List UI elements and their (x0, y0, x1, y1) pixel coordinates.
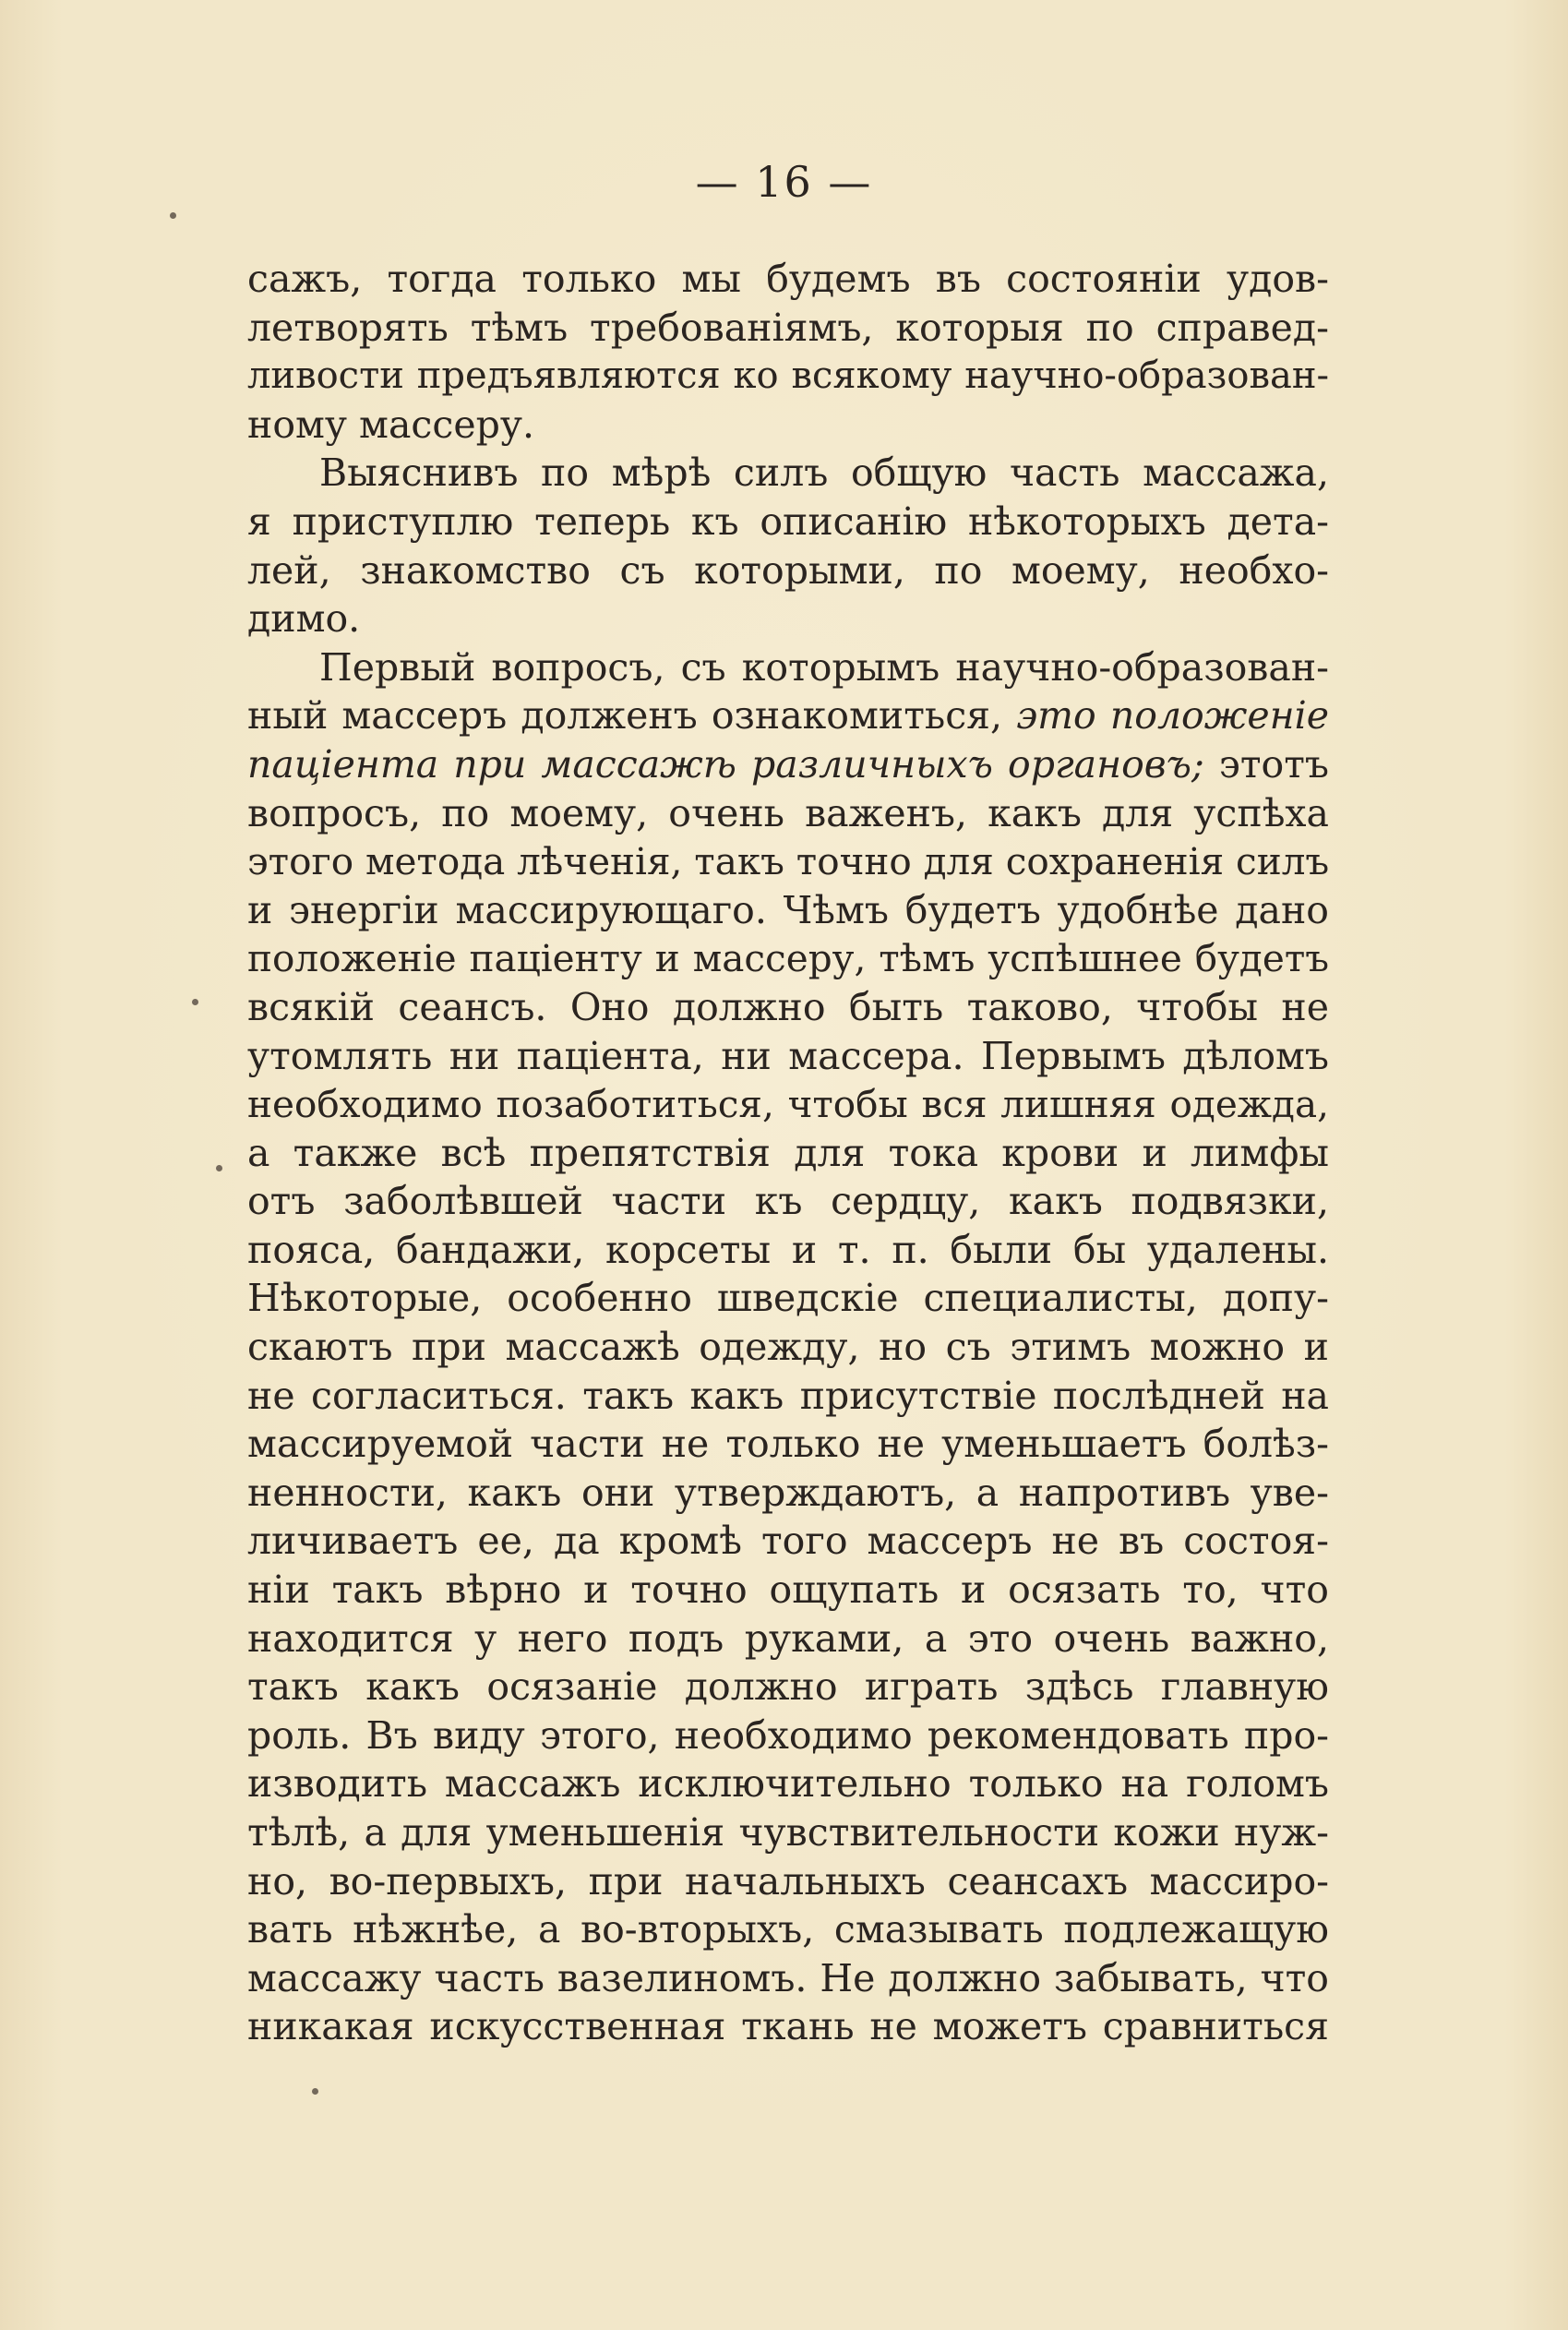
text-line (247, 595, 1329, 643)
text-segment: утомлять ни пацiента, ни массера. Первымъ дѣломъ (247, 1033, 1329, 1078)
text-segment: ный массеръ долженъ ознакомиться, (247, 693, 1017, 739)
text-line (247, 1905, 1329, 1954)
text-line (247, 1274, 1329, 1323)
text-line (247, 449, 1329, 498)
text-segment: Нѣкоторые, особенно шведскiе специалисты, допу- (247, 1276, 1329, 1321)
italic-segment: это положенiе (1016, 693, 1329, 739)
text-line (247, 837, 1329, 886)
text-segment: этотъ (1203, 741, 1329, 787)
text-segment: димо. (247, 596, 361, 642)
text-line (247, 643, 1329, 692)
text-line (247, 1420, 1329, 1469)
text-segment: скаютъ при массажѣ одежду, но съ этимъ можно и (247, 1325, 1329, 1370)
text-line (247, 1566, 1329, 1615)
text-line (247, 401, 1329, 450)
text-line (247, 691, 1329, 740)
text-line (247, 1808, 1329, 1857)
text-segment: роль. Въ виду этого, необходимо рекомендовать про- (247, 1712, 1329, 1758)
text-line (247, 2002, 1329, 2051)
text-line (247, 1615, 1329, 1663)
text-line (247, 886, 1329, 935)
text-segment: Выяснивъ по мѣрѣ силъ общую часть массажа, (319, 450, 1329, 496)
text-segment: необходимо позаботиться, чтобы вся лишняя одежда, (247, 1082, 1329, 1127)
text-segment: отъ заболѣвшей части къ сердцу, какъ подвязки, (247, 1179, 1329, 1224)
print-speck (216, 1165, 222, 1171)
text-segment: и энергiи массирующаго. Чѣмъ будетъ удобнѣе дано (247, 887, 1329, 932)
text-segment: вать нѣжнѣе, а во-вторыхъ, смазывать подлежащую (247, 1907, 1329, 1952)
text-line (247, 1323, 1329, 1372)
text-segment: а также всѣ препятствiя для тока крови и лимфы (247, 1130, 1329, 1175)
text-line (247, 1177, 1329, 1226)
text-line (247, 1032, 1329, 1081)
text-segment: тѣлѣ, а для уменьшенiя чувствительности кожи нуж- (247, 1810, 1329, 1855)
text-segment: этого метода лѣченiя, такъ точно для сохраненiя силъ (247, 839, 1329, 884)
text-line (247, 546, 1329, 595)
text-line (247, 1760, 1329, 1808)
text-segment: лей, знакомство съ которыми, по моему, необхо- (247, 547, 1329, 593)
text-line (247, 1469, 1329, 1518)
italic-segment: пацiента при массажѣ различныхъ органовъ; (247, 741, 1204, 787)
text-line (247, 934, 1329, 983)
text-segment: личиваетъ ее, да кромѣ того массеръ не въ состоя- (247, 1519, 1329, 1564)
text-line (247, 1954, 1329, 2003)
text-segment: всякiй сеансъ. Оно должно быть таково, чтобы не (247, 984, 1329, 1029)
text-segment: не согласиться. такъ какъ присутствiе послѣдней на (247, 1373, 1329, 1418)
text-line (247, 255, 1329, 304)
text-segment: пояса, бандажи, корсеты и т. п. были бы удалены. (247, 1227, 1329, 1272)
text-line (247, 498, 1329, 546)
text-segment: ному массеру. (247, 402, 534, 447)
text-line (247, 1129, 1329, 1178)
text-line (247, 1857, 1329, 1906)
print-speck (192, 999, 198, 1005)
text-line (247, 1517, 1329, 1566)
text-segment: но, во-первыхъ, при начальныхъ сеансахъ массиро- (247, 1858, 1329, 1904)
text-segment: положенiе пацiенту и массеру, тѣмъ успѣшнее будетъ (247, 936, 1329, 981)
text-line (247, 1711, 1329, 1760)
text-line (247, 304, 1329, 353)
text-segment: вопросъ, по моему, очень важенъ, какъ для успѣха (247, 790, 1329, 835)
text-line (247, 352, 1329, 401)
body-text (247, 255, 1329, 2051)
text-line (247, 1080, 1329, 1129)
text-segment: я приступлю теперь къ описанiю нѣкоторыхъ дета- (247, 498, 1329, 544)
text-segment: ненности, какъ они утверждаютъ, а напротивъ уве- (247, 1470, 1329, 1515)
text-segment: Первый вопросъ, съ которымъ научно-образован- (319, 644, 1329, 690)
text-line (247, 740, 1329, 789)
text-segment: сажъ, тогда только мы будемъ въ состоянiи удов- (247, 257, 1329, 301)
text-segment: массируемой части не только не уменьшаетъ болѣз- (247, 1422, 1329, 1467)
print-speck (170, 212, 176, 219)
text-segment: летворять тѣмъ требованiямъ, которыя по справед- (247, 305, 1329, 350)
text-segment: массажу часть вазелиномъ. Не должно забывать, что (247, 1955, 1329, 2000)
text-segment: никакая искусственная ткань не можетъ сравниться (247, 2004, 1329, 2049)
text-segment: такъ какъ осязанiе должно играть здѣсь главную (247, 1664, 1329, 1710)
text-line (247, 983, 1329, 1032)
text-line (247, 1663, 1329, 1711)
text-segment: изводить массажъ исключительно только на голомъ (247, 1761, 1329, 1807)
text-segment: ливости предъявляются ко всякому научно-образован- (247, 354, 1329, 398)
text-line (247, 1372, 1329, 1421)
text-line (247, 1226, 1329, 1275)
text-segment: нiи такъ вѣрно и точно ощупать и осязать то, что (247, 1567, 1329, 1613)
page-number: — 16 — (695, 157, 873, 207)
print-speck (312, 2088, 318, 2095)
text-segment: находится у него подъ руками, а это очень важно, (247, 1615, 1329, 1661)
text-line (247, 789, 1329, 838)
